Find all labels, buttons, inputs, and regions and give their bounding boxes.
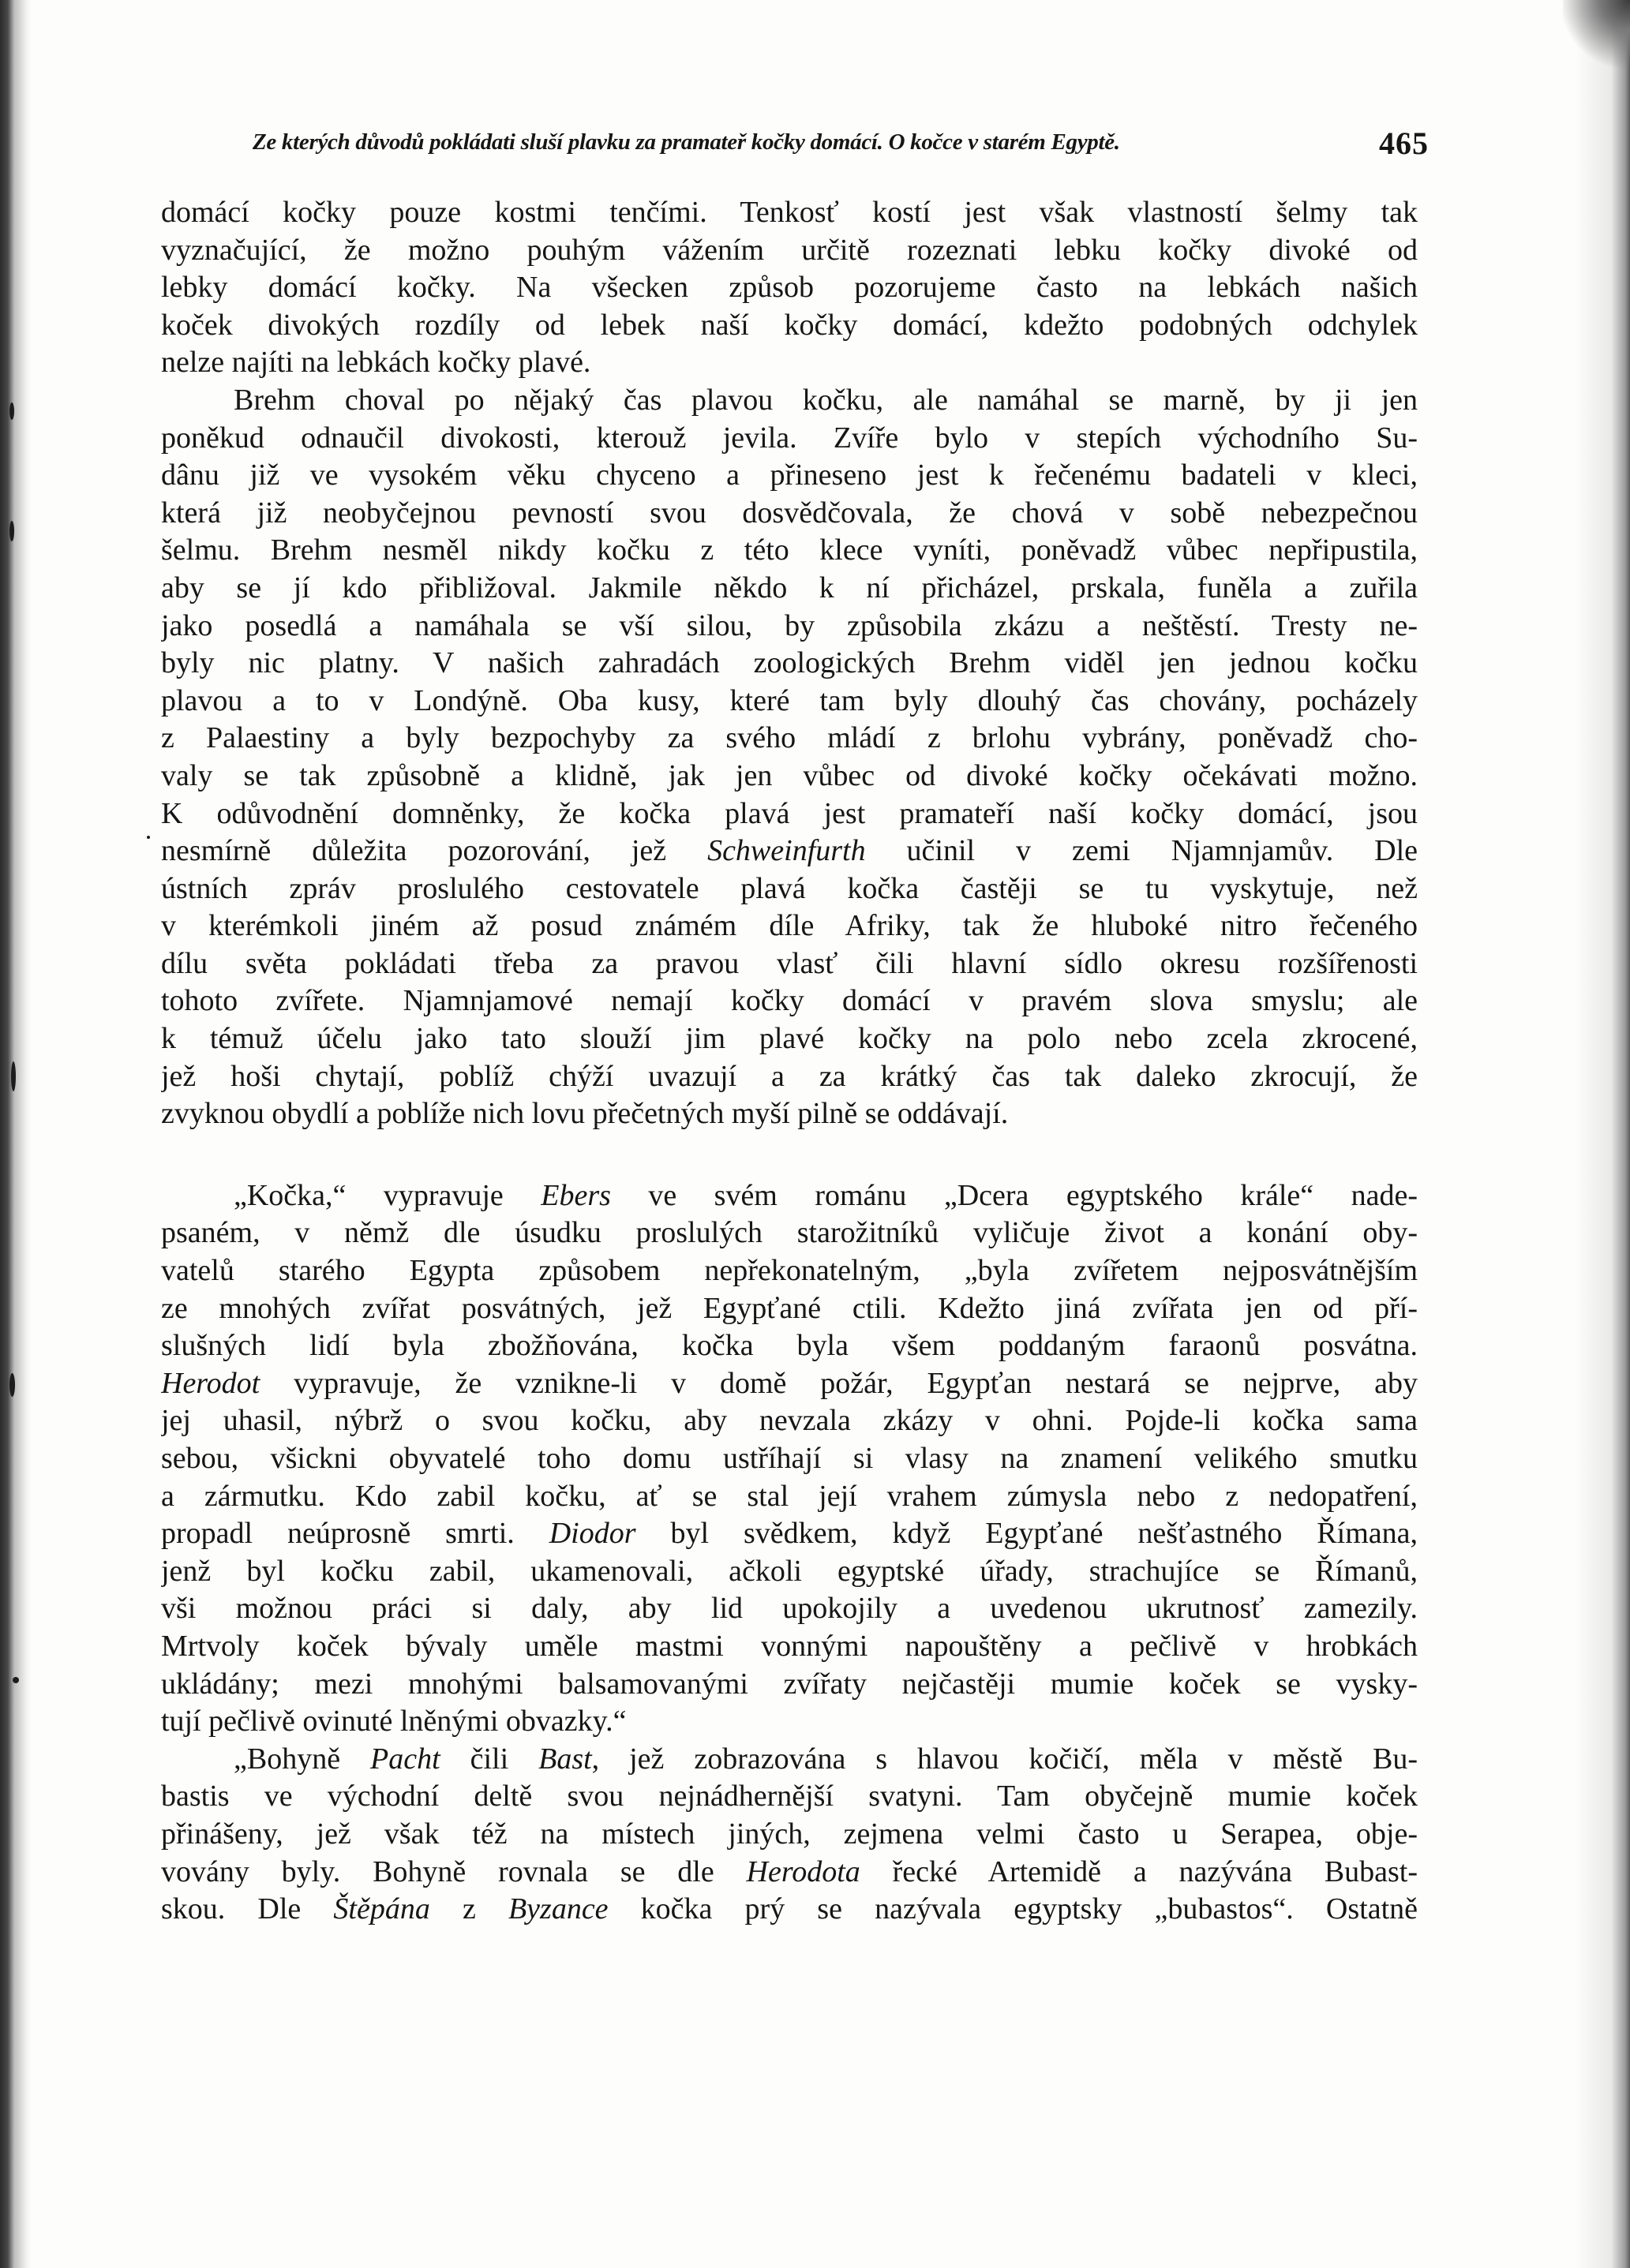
text-line xyxy=(161,570,1418,608)
text-line xyxy=(161,1214,1418,1252)
text-line xyxy=(161,307,1418,345)
text-run: jenž byl kočku zabil, ukamenovali, ačkoli egyptské úřady, strachujíce se Římanů, xyxy=(161,1554,1418,1588)
text-run: domácí kočky pouze kostmi tenčími. Tenkosť kostí jest však vlastností šelmy tak xyxy=(161,196,1418,229)
text-run: lebky domácí kočky. Na všecken způsob pozorujeme často na lebkách našich xyxy=(161,271,1418,305)
ink-speck xyxy=(147,836,150,839)
text-run: psaném, v němž dle úsudku proslulých starožitníků vyličuje život a konání oby- xyxy=(161,1216,1418,1250)
text-line xyxy=(161,1177,1418,1215)
text-run: vatelů starého Egypta způsobem nepřekonatelným, „byla zvířetem nejposvátnějším xyxy=(161,1254,1418,1288)
running-title: Ze kterých důvodů pokládati sluší plavku za pramateř kočky domácí. O kočce v starém Egyptě. xyxy=(253,129,1120,155)
text-run: jej uhasil, nýbrž o svou kočku, aby nevzala zkázy v ohni. Pojde-li kočka sama xyxy=(161,1404,1418,1438)
italic-name: Bast xyxy=(538,1742,592,1776)
text-run: nesmírně důležita pozorování, jež xyxy=(161,834,708,868)
text-run: byl svědkem, když Egypťané nešťastného Římana, xyxy=(635,1517,1418,1551)
scan-shadow-right-edge xyxy=(1575,0,1630,2268)
text-line xyxy=(161,1440,1418,1478)
text-run: dânu již ve vysokém věku chyceno a přineseno jest k řečenému badateli v kleci, xyxy=(161,458,1418,492)
text-run: přinášeny, jež však též na místech jiných, zejmena velmi často u Serapea, obje- xyxy=(161,1817,1418,1851)
text-run: , jež zobrazována s hlavou kočičí, měla v městě Bu- xyxy=(591,1742,1418,1776)
text-line xyxy=(161,1290,1418,1328)
text-run: vyznačující, že možno pouhým vážením určitě rozeznati lebku kočky divoké od xyxy=(161,233,1418,267)
text-run: propadl neúprosně smrti. xyxy=(161,1517,549,1551)
text-run: byly nic platny. V našich zahradách zoologických Brehm viděl jen jednou kočku xyxy=(161,646,1418,680)
text-line xyxy=(161,1553,1418,1591)
text-line xyxy=(161,1252,1418,1290)
text-run: ze mnohých zvířat posvátných, jež Egypťané ctili. Kdežto jiná zvířata jen od pří- xyxy=(161,1291,1418,1325)
text-line xyxy=(161,683,1418,720)
ink-speck xyxy=(9,402,14,420)
text-line xyxy=(161,457,1418,495)
text-line xyxy=(161,608,1418,646)
text-line xyxy=(161,1095,1418,1133)
ink-speck xyxy=(11,1061,16,1091)
text-run: valy se tak způsobně a klidně, jak jen vůbec od divoké kočky očekávati možno. xyxy=(161,758,1418,792)
text-run: tohoto zvířete. Njamnjamové nemají kočky domácí v pravém slova smyslu; ale xyxy=(161,984,1418,1018)
ink-speck xyxy=(9,1373,15,1397)
text-run: jako posedlá a namáhala se vší silou, by způsobila zkázu a neštěstí. Tresty ne- xyxy=(161,608,1418,642)
text-line xyxy=(161,908,1418,945)
ink-speck xyxy=(13,1677,19,1683)
text-run: z xyxy=(429,1892,508,1926)
text-line xyxy=(161,758,1418,795)
text-run: K odůvodnění domněnky, že kočka plavá jest pramateří naší kočky domácí, jsou xyxy=(161,796,1418,830)
italic-name: Herodota xyxy=(746,1854,860,1888)
text-line xyxy=(161,1590,1418,1628)
text-line xyxy=(161,1703,1418,1741)
text-run: z Palaestiny a byly bezpochyby za svého mládí z brlohu vybrány, poněvadž cho- xyxy=(161,721,1418,755)
text-run: „Bohyně xyxy=(234,1742,371,1776)
text-line xyxy=(161,1327,1418,1365)
text-line xyxy=(161,344,1418,382)
italic-name: Herodot xyxy=(161,1366,260,1400)
text-line xyxy=(161,1666,1418,1704)
text-run: která již neobyčejnou pevností svou dosvědčovala, že chová v sobě nebezpečnou xyxy=(161,496,1418,530)
text-run: vši možnou práci si daly, aby lid upokojily a uvedenou ukrutnosť zamezily. xyxy=(161,1592,1418,1626)
text-line xyxy=(161,1741,1418,1779)
text-run: sebou, všickni obyvatelé toho domu ustříhají si vlasy na znamení velikého smutku xyxy=(161,1442,1418,1475)
text-run: k témuž účelu jako tato slouží jim plavé kočky na polo nebo zcela zkrocené, xyxy=(161,1022,1418,1056)
page-number: 465 xyxy=(1379,125,1429,161)
text-line xyxy=(161,982,1418,1020)
text-run: zvyknou obydlí a poblíže nich lovu přečetných myší pilně se oddávají. xyxy=(161,1097,1009,1131)
italic-name: Ebers xyxy=(541,1178,611,1212)
text-line xyxy=(161,1778,1418,1816)
text-line xyxy=(161,833,1418,870)
torn-corner-mark xyxy=(1563,0,1630,75)
text-run: aby se jí kdo přibližoval. Jakmile někdo k ní přicházel, prskala, funěla a zuřila xyxy=(161,571,1418,604)
text-line xyxy=(161,870,1418,908)
text-run: řecké Artemidě a nazývána Bubast- xyxy=(860,1854,1418,1888)
text-run: vypravuje, že vznikne-li v domě požár, Egypťan nestará se nejprve, aby xyxy=(260,1366,1418,1400)
text-run: kočka prý se nazývala egyptsky „bubastos“. Ostatně xyxy=(608,1892,1418,1926)
text-line xyxy=(161,420,1418,458)
text-run: vovány byly. Bohyně rovnala se dle xyxy=(161,1854,747,1888)
text-run: nelze najíti na lebkách kočky plavé. xyxy=(161,346,591,380)
text-line xyxy=(161,945,1418,983)
text-line xyxy=(161,645,1418,683)
text-run: Mrtvoly koček bývaly uměle mastmi vonnými napouštěny a pečlivě v hrobkách xyxy=(161,1629,1418,1663)
text-run: plavou a to v Londýně. Oba kusy, které tam byly dlouhý čas chovány, pocházely xyxy=(161,683,1418,717)
text-line xyxy=(161,532,1418,570)
text-line xyxy=(161,1402,1418,1440)
text-line xyxy=(161,1854,1418,1892)
text-run: ústních zpráv proslulého cestovatele plavá kočka častěji se tu vyskytuje, než xyxy=(161,871,1418,905)
text-line xyxy=(161,1515,1418,1553)
text-line xyxy=(161,1058,1418,1096)
text-run: poněkud odnaučil divokosti, kterouž jevila. Zvíře bylo v stepích východního Su- xyxy=(161,421,1418,455)
text-run: ve svém románu „Dcera egyptského krále“ nade- xyxy=(610,1178,1418,1212)
text-run: Brehm choval po nějaký čas plavou kočku, ale namáhal se marně, by ji jen xyxy=(234,383,1418,417)
text-run: šelmu. Brehm nesměl nikdy kočku z této klece vyníti, poněvadž vůbec nepřipustila, xyxy=(161,533,1418,567)
text-run: koček divokých rozdíly od lebek naší kočky domácí, kdežto podobných odchylek xyxy=(161,308,1418,342)
text-run: ukládány; mezi mnohými balsamovanými zvířaty nejčastěji mumie koček se vysky- xyxy=(161,1667,1418,1701)
italic-name: Pacht xyxy=(370,1742,440,1776)
body-text xyxy=(161,194,1418,1929)
text-line xyxy=(161,1628,1418,1666)
text-line xyxy=(161,720,1418,758)
scan-shadow-left-edge xyxy=(0,0,32,2268)
section-gap xyxy=(161,1133,1418,1177)
text-run: dílu světa pokládati třeba za pravou vlasť čili hlavní sídlo okresu rozšířenosti xyxy=(161,946,1418,980)
text-run: skou. Dle xyxy=(161,1892,334,1926)
italic-name: Štěpána xyxy=(333,1892,430,1926)
text-line xyxy=(161,1478,1418,1516)
italic-name: Schweinfurth xyxy=(707,834,866,868)
text-line xyxy=(161,1365,1418,1403)
text-line xyxy=(161,194,1418,232)
italic-name: Byzance xyxy=(508,1892,609,1926)
text-line xyxy=(161,795,1418,833)
text-line xyxy=(161,495,1418,533)
ink-speck xyxy=(9,521,14,541)
text-run: v kterémkoli jiném až posud známém díle Afriky, tak že hluboké nitro řečeného xyxy=(161,909,1418,943)
text-run: tují pečlivě ovinuté lněnými obvazky.“ xyxy=(161,1705,627,1738)
text-line xyxy=(161,1020,1418,1058)
text-run: „Kočka,“ vypravuje xyxy=(234,1178,541,1212)
text-run: jež hoši chytají, poblíž chýží uvazují a za krátký čas tak daleko zkrocují, že xyxy=(161,1059,1418,1093)
text-run: bastis ve východní deltě svou nejnádhernější svatyni. Tam obyčejně mumie koček xyxy=(161,1780,1418,1813)
text-line xyxy=(161,269,1418,307)
text-run: čili xyxy=(440,1742,539,1776)
italic-name: Diodor xyxy=(549,1517,636,1551)
text-run: učinil v zemi Njamnjamův. Dle xyxy=(865,834,1418,868)
text-run: slušných lidí byla zbožňována, kočka byla všem poddaným faraonů posvátna. xyxy=(161,1329,1418,1363)
text-line xyxy=(161,1816,1418,1854)
text-run: a zármutku. Kdo zabil kočku, ať se stal její vrahem zúmysla nebo z nedopatření, xyxy=(161,1479,1418,1513)
text-line xyxy=(161,1891,1418,1929)
text-line xyxy=(161,232,1418,270)
text-line xyxy=(161,382,1418,420)
page-header xyxy=(253,125,1429,169)
